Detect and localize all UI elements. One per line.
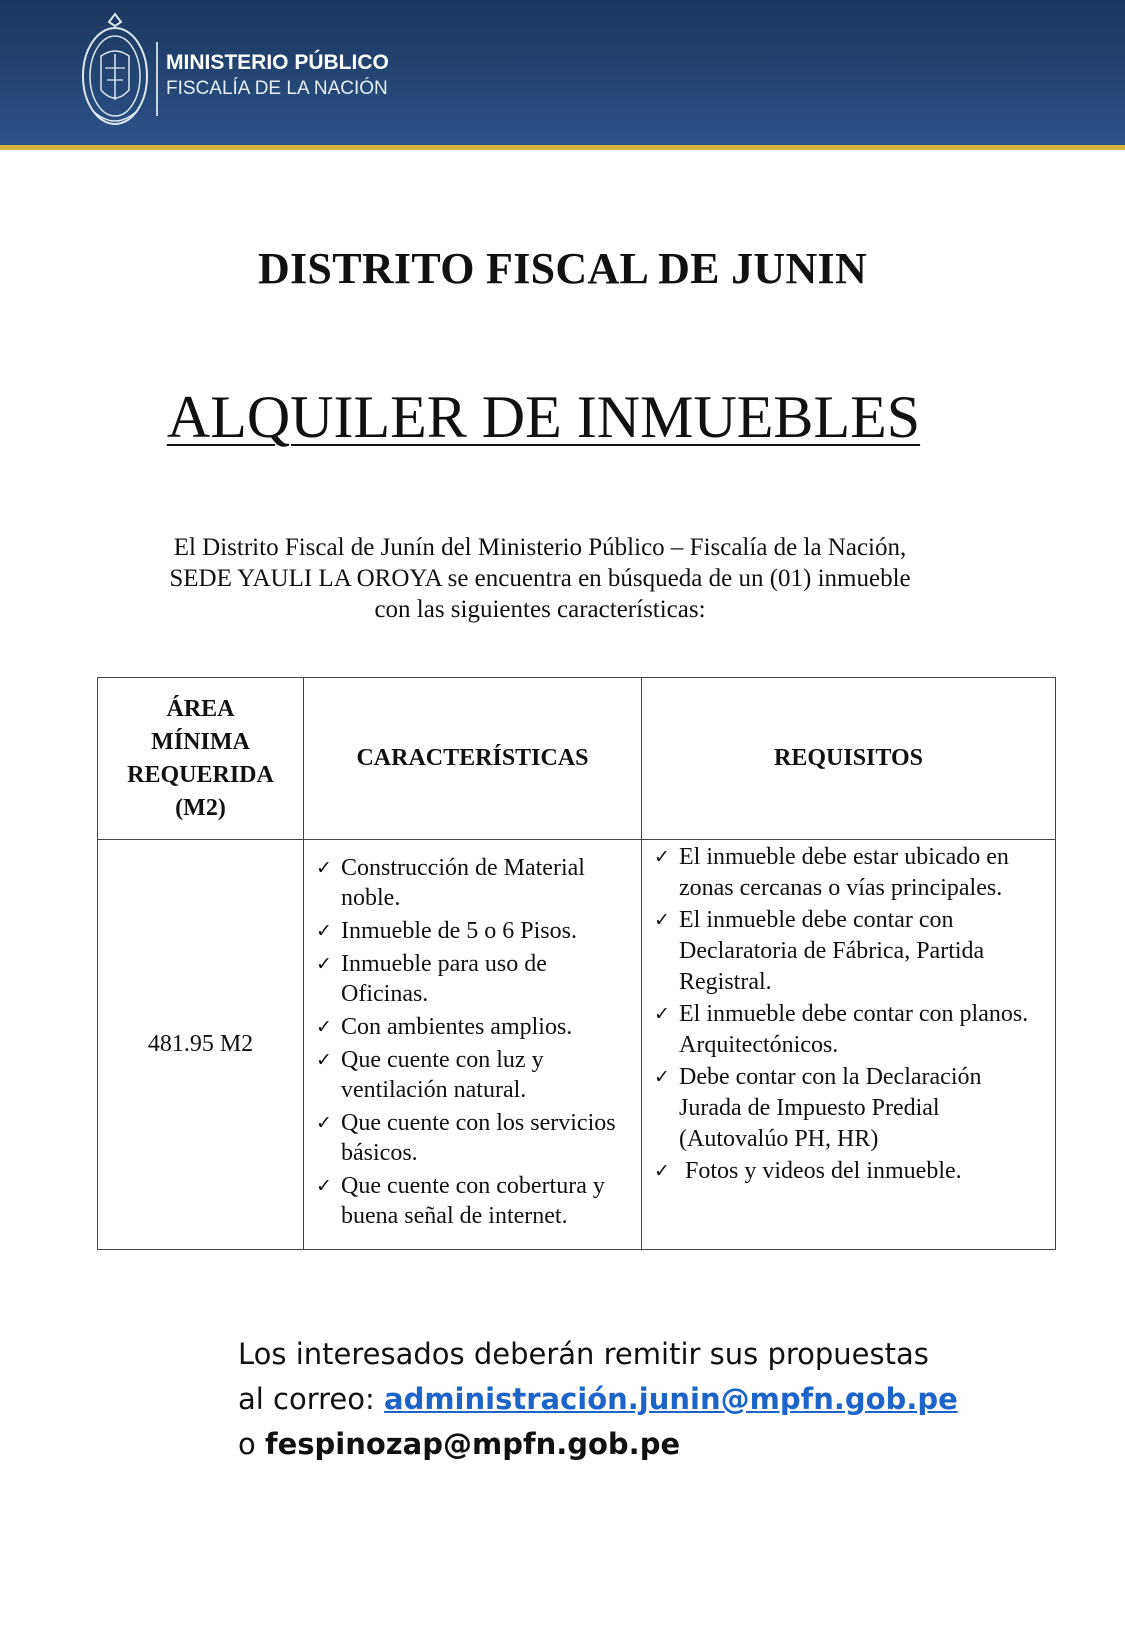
brand-subtitle: FISCALÍA DE LA NACIÓN: [166, 78, 388, 99]
checkmark-icon: ✓: [654, 1066, 670, 1088]
header-area-line: (M2): [175, 794, 226, 821]
footer-prefix: al correo:: [238, 1382, 385, 1416]
checkmark-icon: ✓: [654, 909, 670, 931]
district-title: DISTRITO FISCAL DE JUNIN: [257, 244, 868, 293]
checkmark-icon: ✓: [654, 1003, 670, 1025]
intro-line-3: con las siguientes características:: [374, 596, 706, 623]
email-fespinozap: fespinozap@mpfn.gob.pe: [264, 1427, 681, 1461]
footer-line-3: [238, 1422, 958, 1467]
checkmark-icon: ✓: [316, 953, 332, 975]
header-requisitos: REQUISITOS: [642, 678, 1056, 840]
header-caracteristicas: CARACTERÍSTICAS: [304, 678, 642, 840]
list-item-text: Que cuente con luz y ventilación natural.: [341, 1047, 544, 1103]
header-area: [98, 678, 304, 840]
table-header-row: [98, 678, 1056, 840]
header-area-line: MÍNIMA: [151, 728, 250, 755]
list-item: [316, 916, 631, 946]
requisitos-list: [654, 842, 1045, 1187]
list-item: [316, 1108, 631, 1168]
list-item: [316, 1012, 631, 1042]
list-item-text: Con ambientes amplios.: [341, 1014, 573, 1040]
header-divider: [156, 42, 158, 116]
brand-name: MINISTERIO PÚBLICO: [166, 51, 389, 74]
checkmark-icon: ✓: [316, 1049, 332, 1071]
list-item-text: El inmueble debe contar con Declaratoria de Fábrica, Partida Registral.: [679, 907, 985, 995]
list-item-text: Que cuente con los servicios básicos.: [341, 1110, 616, 1166]
checkmark-icon: ✓: [316, 857, 332, 879]
caracteristicas-cell: [304, 840, 642, 1250]
intro-line-2: SEDE YAULI LA OROYA se encuentra en búsqueda de un (01) inmueble: [169, 565, 911, 592]
list-item-text: Inmueble de 5 o 6 Pisos.: [341, 918, 577, 944]
list-item: [654, 999, 1045, 1061]
list-item: [654, 1156, 1045, 1187]
header-banner: [0, 0, 1125, 145]
area-value: 481.95 M2: [98, 840, 304, 1250]
footer-line-2: [238, 1377, 958, 1422]
checkmark-icon: ✓: [654, 1160, 670, 1182]
checkmark-icon: ✓: [316, 1112, 332, 1134]
footer-line-1: Los interesados deberán remitir sus propuestas: [238, 1337, 929, 1371]
checkmark-icon: ✓: [316, 1175, 332, 1197]
checkmark-icon: ✓: [316, 920, 332, 942]
list-item-text: Que cuente con cobertura y buena señal de internet.: [341, 1173, 605, 1229]
list-item: [316, 1171, 631, 1231]
list-item: [316, 949, 631, 1009]
header-area-line: REQUERIDA: [127, 761, 274, 788]
intro-line-1: El Distrito Fiscal de Junín del Ministerio Público – Fiscalía de la Nación,: [173, 534, 907, 561]
checkmark-icon: ✓: [316, 1016, 332, 1038]
header-area-line: ÁREA: [166, 695, 235, 722]
list-item-text: Debe contar con la Declaración Jurada de Impuesto Predial (Autovalúo PH, HR): [679, 1064, 982, 1152]
ministerio-publico-seal-icon: [78, 10, 152, 136]
requirements-table: [97, 677, 1056, 1250]
checkmark-icon: ✓: [654, 846, 670, 868]
list-item-text: El inmueble debe contar con planos. Arquitectónicos.: [679, 1001, 1029, 1058]
page-title: ALQUILER DE INMUEBLES: [166, 384, 921, 450]
table-row: [98, 840, 1056, 1250]
requisitos-cell: [642, 840, 1056, 1250]
list-item-text: Fotos y videos del inmueble.: [685, 1158, 962, 1184]
list-item: [654, 842, 1045, 904]
list-item: [316, 1045, 631, 1105]
contact-footer: [238, 1332, 958, 1467]
caracteristicas-list: [316, 853, 631, 1231]
list-item-text: Inmueble para uso de Oficinas.: [341, 951, 547, 1007]
header-accent-stripe: [0, 145, 1125, 150]
list-item: [654, 905, 1045, 998]
list-item-text: El inmueble debe estar ubicado en zonas cercanas o vías principales.: [679, 844, 1009, 901]
footer-prefix: o: [238, 1427, 265, 1461]
list-item-text: Construcción de Material noble.: [341, 855, 585, 911]
list-item: [654, 1062, 1045, 1155]
email-link-administracion[interactable]: administración.junin@mpfn.gob.pe: [384, 1382, 958, 1416]
intro-paragraph: [90, 532, 990, 625]
list-item: [316, 853, 631, 913]
